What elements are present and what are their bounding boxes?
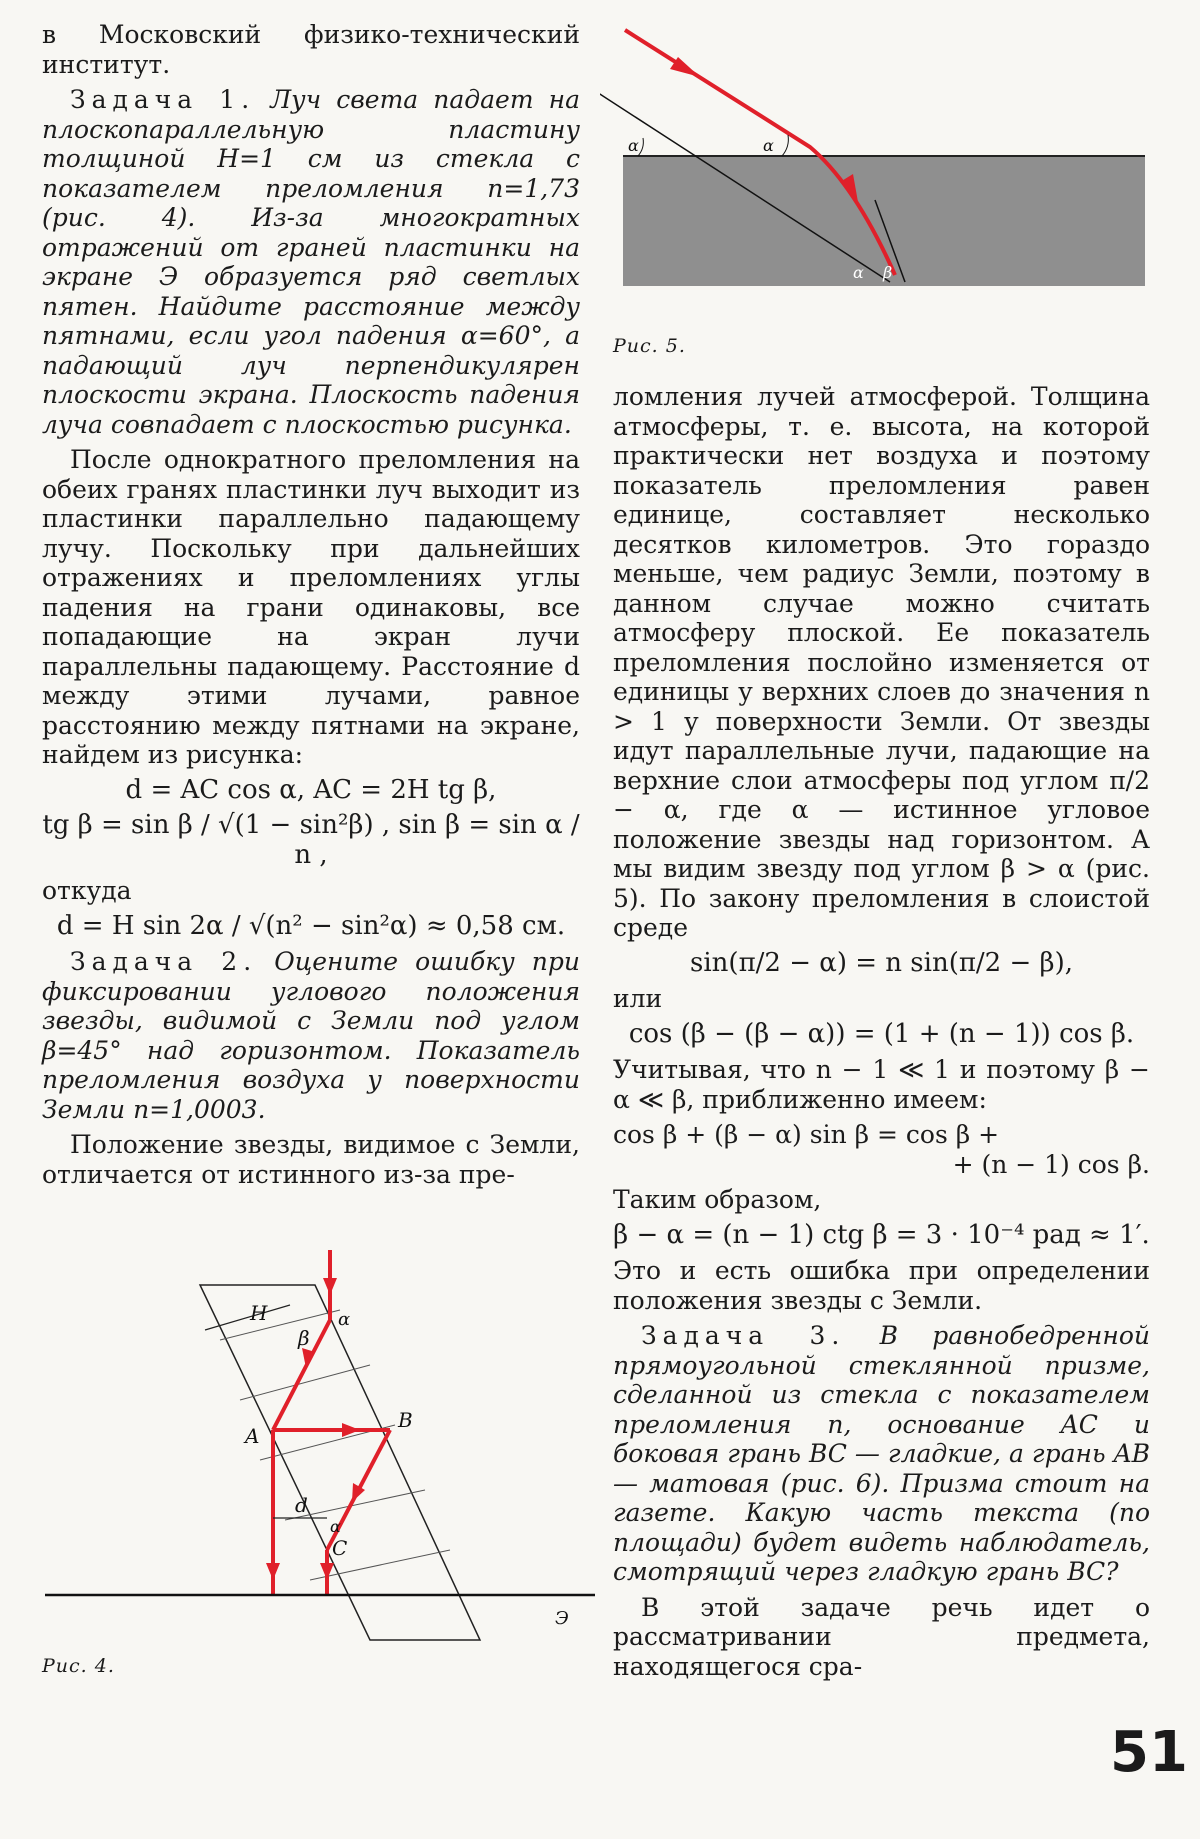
task1-statement: Луч света падает на плоскопараллельную пластину толщиной H=1 см из стекла с показателем преломления n=1,73 (рис. 4). Из-за многократных отражений от граней пластинки на экране Э образуется ряд светлых пятен. Найдите расстояние между пятнами, если угол падения α=60°, а падающий луч перпендикулярен плоскости экрана. Плоскость падения луча совпадает с плоскостью рисунка. — [42, 85, 581, 439]
fig5-alpha-3: α — [853, 263, 864, 282]
solution2-paragraph: Положение звезды, видимое с Земли, отличается от истинного из-за пре- — [42, 1130, 580, 1189]
figure-5 — [600, 20, 1160, 320]
otkuda-text: откуда — [42, 876, 132, 905]
fig5-alpha-1: α — [628, 136, 639, 155]
formula-result: β − α = (n − 1) ctg β = 3 · 10⁻⁴ рад ≈ 1′. — [613, 1219, 1150, 1250]
fig4-label-beta: β — [298, 1326, 310, 1350]
formula-snell-layers: sin(π/2 − α) = n sin(π/2 − β), — [690, 947, 1073, 978]
fig5-beta: β — [883, 263, 893, 282]
task3-label: Задача 3. — [641, 1321, 846, 1350]
formula-approx-line1: cos β + (β − α) sin β = cos β + — [613, 1120, 1000, 1149]
fig4-label-B: B — [398, 1408, 413, 1432]
right-paragraph-2: Учитывая, что n − 1 ≪ 1 и поэтому β − α ≪ β, приближенно имеем: — [613, 1055, 1150, 1114]
fig4-label-alpha-c: α — [330, 1517, 341, 1536]
formula-cos: cos (β − (β − α)) = (1 + (n − 1)) cos β. — [628, 1018, 1135, 1049]
task3-paragraph — [613, 1321, 1150, 1587]
task2-label: Задача 2. — [70, 947, 258, 976]
fig4-label-screen: Э — [555, 1608, 569, 1629]
fig4-label-alpha-top: α — [338, 1309, 351, 1330]
ili-text: или — [613, 984, 663, 1013]
fig4-label-H: H — [250, 1301, 268, 1325]
right-paragraph-5: В этой задаче речь идет о рассматривании предмета, находящегося сра- — [613, 1592, 1150, 1681]
formula-d-result: d = H sin 2α / √(n² − sin²α) ≈ 0,58 см. — [56, 910, 566, 941]
intro-paragraph: в Московский физико-технический институт. — [42, 20, 580, 79]
solution1-paragraph: После однократного преломления на обеих гранях пластинки луч выходит из пластинки параллельно падающему лучу. Поскольку при дальнейших отражениях и преломлениях углы падения на грани одинаковы, все попадающие на экран лучи параллельны падающему. Расстояние d между этими лучами, равное расстоянию между пятнами на экране, найдем из рисунка: — [42, 445, 580, 769]
formula-approx-line2: + (n − 1) cos β. — [952, 1149, 1150, 1179]
page-number: 51 — [1110, 1720, 1188, 1785]
fig4-caption: Рис. 4. — [42, 1655, 115, 1677]
right-column — [613, 382, 1150, 1687]
glass-plate — [200, 1285, 480, 1640]
formula-d-ac: d = AC cos α, AC = 2H tg β, — [125, 774, 497, 805]
task1-paragraph — [42, 85, 580, 439]
arrow-incident — [323, 1278, 337, 1295]
right-paragraph-1: ломления лучей атмосферой. Толщина атмосферы, т. е. высота, на которой практически нет воздуха и поэтому показатель преломления равен единице, составляет несколько десятков километров. Это гораздо меньше, чем радиус Земли, поэтому в данном случае можно считать атмосферу плоской. Ее показатель преломления послойно изменяется от единицы у верхних слоев до значения n > 1 у поверхности Земли. От звезды идут параллельные лучи, падающие на верхние слои атмосферы под углом π/2 − α, где α — истинное угловое положение звезды над горизонтом. А мы видим звезду под углом β > α (рис. 5). По закону преломления в слоистой среде — [613, 382, 1150, 942]
right-paragraph-3: Таким образом, — [613, 1185, 822, 1214]
task1-label: Задача 1. — [70, 85, 256, 114]
task2-paragraph — [42, 947, 580, 1124]
angle-arc-2 — [782, 135, 788, 156]
figure-4 — [40, 1250, 600, 1650]
thickness-marker — [205, 1305, 290, 1330]
arrow-out-a — [266, 1563, 280, 1580]
fig4-label-A: A — [245, 1424, 260, 1448]
task3-statement: В равнобедренной прямоугольной стеклянной призме, сделанной из стекла с показателем преломления n, основание AC и боковая грань BC — гладкие, а грань AB — матовая (рис. 6). Призма стоит на газете. Какую часть текста (по площади) будет видеть наблюдатель, смотрящий через гладкую грань BC? — [613, 1321, 1150, 1586]
fig5-caption: Рис. 5. — [613, 335, 686, 357]
formula-tg-beta: tg β = sin β / √(1 − sin²β) , sin β = sin α / n , — [42, 810, 580, 870]
task2-statement: Оцените ошибку при фиксировании углового положения звезды, видимой с Земли под углом β=45° над горизонтом. Показатель преломления воздуха у поверхности Земли n=1,0003. — [42, 947, 581, 1124]
fig5-alpha-2: α — [763, 136, 774, 155]
right-paragraph-4: Это и есть ошибка при определении положения звезды с Земли. — [613, 1256, 1150, 1315]
fig4-label-d: d — [295, 1493, 308, 1517]
fig4-label-C: C — [332, 1536, 348, 1560]
left-column — [42, 20, 580, 1195]
